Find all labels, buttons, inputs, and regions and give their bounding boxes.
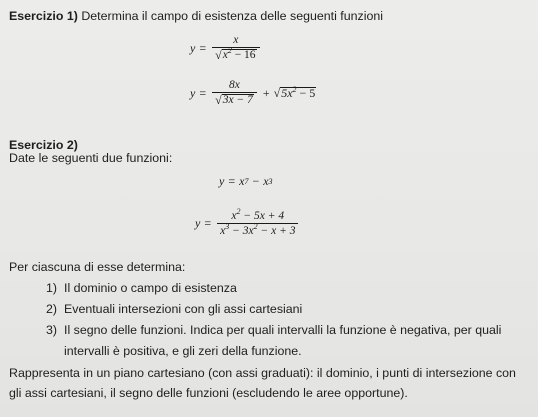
ex1-f2-plus: +	[262, 85, 270, 100]
ex1-function-2	[190, 79, 316, 107]
ex1-f2-rad2-exp: 2	[292, 85, 297, 94]
exercise-1-heading: Esercizio 1)	[9, 9, 78, 23]
ex2-f2-num-a-exp: 2	[236, 207, 241, 216]
list-item-number: 3)	[46, 323, 58, 337]
ex1-function-1	[190, 34, 262, 62]
ex2-f2-lhs: y	[195, 216, 201, 230]
ex2-f2-num-rest: − 5x + 4	[240, 210, 285, 222]
ex2-f2-num-a: x	[231, 210, 237, 222]
ex1-f1-equals: =	[199, 40, 207, 55]
ex2-f2-den-a-exp: 3	[225, 222, 230, 231]
sqrt-symbol: √ 3x − 7	[215, 93, 253, 107]
ex1-f2-den-rad: 3x − 7	[222, 94, 253, 106]
ex1-f2-numerator: 8x	[229, 79, 240, 91]
ex1-f1-denominator	[212, 47, 259, 62]
ex2-f1-term-b: x	[263, 174, 269, 188]
ex2-f2-equals: =	[204, 216, 212, 230]
exercise-2-heading: Esercizio 2)	[9, 138, 78, 152]
ex2-function-1: y = x 7 − x 3	[219, 174, 273, 188]
ex1-f2-rad2-base: 5x	[281, 86, 293, 100]
ex2-f1-equals: =	[228, 174, 236, 188]
final-instruction-line-1: Rappresenta in un piano cartesiano (con assi graduati): il dominio, i punti di intersezione con	[9, 366, 516, 380]
ex1-f1-rad-base: x	[222, 49, 228, 61]
exercise-2-intro: Date le seguenti due funzioni:	[9, 151, 173, 165]
ex1-f2-equals: =	[199, 85, 207, 100]
sqrt-symbol: √ $x^2 - 16$	[215, 46, 256, 62]
list-item-text: Eventuali intersezioni con gli assi cartesiani	[64, 302, 303, 316]
exercise-1-title	[9, 9, 383, 24]
list-item-continuation: intervalli è positiva, e gli zeri della funzione.	[64, 344, 302, 358]
ex2-f1-minus: −	[252, 174, 260, 188]
ex1-f1-lhs: y	[190, 40, 196, 55]
ex2-function-2	[195, 207, 300, 237]
list-item	[46, 323, 501, 338]
ex2-f2-den-a: x	[220, 225, 226, 237]
ex2-f2-den-mid: − 3x	[229, 225, 254, 237]
list-item-number: 1)	[46, 281, 58, 295]
sqrt-symbol: √ $5x^2 - 5$	[273, 85, 316, 100]
list-item-text: Il dominio o campo di esistenza	[64, 281, 237, 295]
ex2-f1-term-a: x	[239, 174, 245, 188]
ex1-f1-numerator: x	[233, 34, 239, 46]
ex1-f1-fraction	[212, 34, 259, 62]
ex1-f1-rad-exp: 2	[227, 46, 232, 55]
ex1-f1-rad-rest: − 16	[231, 49, 256, 61]
ex2-f2-denominator	[217, 223, 298, 237]
ex1-f2-lhs: y	[190, 85, 196, 100]
ex1-f2-fraction	[212, 79, 257, 107]
list-item-text: Il segno delle funzioni. Indica per quali intervalli la funzione è negativa, per quali	[64, 323, 502, 337]
ex2-f2-den-mid-exp: 2	[253, 222, 258, 231]
list-item	[46, 281, 237, 296]
list-item-number: 2)	[46, 302, 58, 316]
list-item	[46, 302, 302, 317]
ex2-f1-lhs: y	[219, 174, 225, 188]
ex1-f2-denominator	[212, 92, 257, 107]
ex2-f2-fraction	[217, 207, 298, 237]
ex2-task: Per ciascuna di esse determina:	[9, 260, 186, 274]
exercise-1-text: Determina il campo di esistenza delle seguenti funzioni	[81, 9, 383, 23]
final-instruction-line-2: gli assi cartesiani, il segno delle funzioni (escludendo le aree opportune).	[9, 386, 408, 400]
ex2-f2-den-rest: − x + 3	[257, 225, 296, 237]
ex1-f2-rad2-rest: − 5	[296, 86, 316, 100]
